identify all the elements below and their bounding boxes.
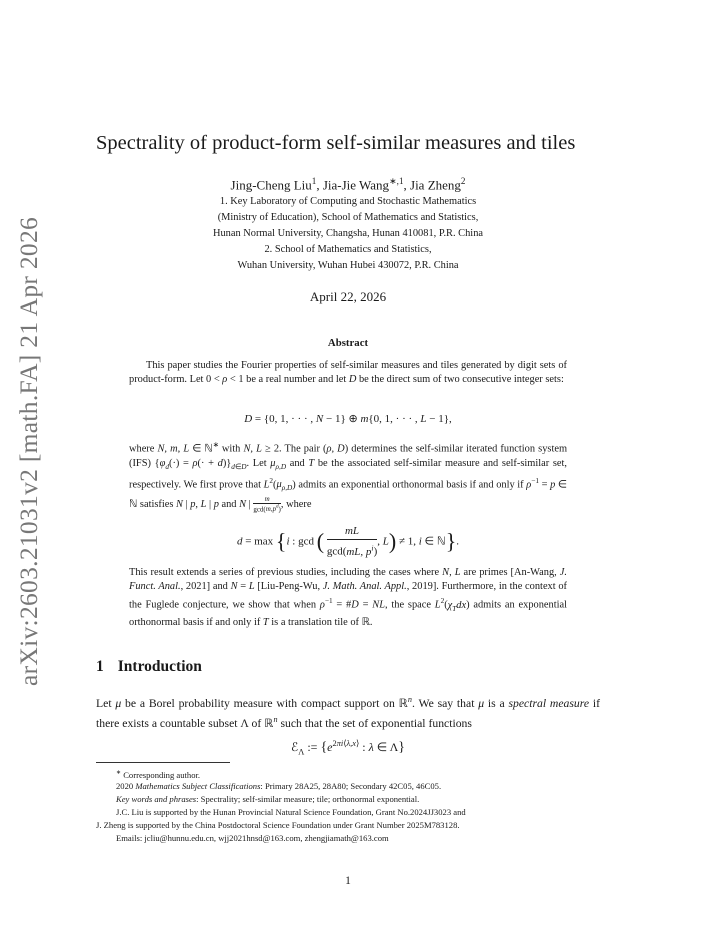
introduction-paragraph: Let μ be a Borel probability measure with compact support on ℝ$^n$. We say that μ is a spectral measure if there exists a countable subset Λ of ℝ$^n$ such that the set of exponential functions [96,695,601,731]
affiliation-line: 2. School of Mathematics and Statistics, [264,244,432,255]
affiliation-line: (Ministry of Education), School of Mathematics and Statistics, [217,212,479,223]
section-heading [96,658,202,676]
abstract-paragraph-2: where N, m, L ∈ ℕ∗ with N, L ≥ 2. The pair (ρ, D) determines the self-similar iterated function system (IFS) $\{\varphi_d(\cdot) = \rho(\cdot + d)\}_{d\in D}$. Let $\mu_{\rho,D}$ and T be the associated self-similar measure and self-similar set, respectively. We first prove that $L^2(\mu_{\rho,D})$ admits an exponential orthonormal basis if and only if $\rho^{-1} = p$ ∈ ℕ satisfies N | p, L | p and N | m $\gcd(m,p^d)$ , where [129,441,568,514]
arxiv-stamp-text: arXiv:2603.21031v2 [math.FA] 21 Apr 2026 [14,216,43,686]
footnote-keywords: Key words and phrases: Spectrality; self-similar measure; tile; orthonormal exponential. [116,794,420,804]
equation-d-definition: d = max {i : gcd ( mL gcd(mL, $p^i$) , L) ≠ 1, i ∈ ℕ}. [237,525,459,558]
footnote-funding-1: J.C. Liu is supported by the Hunan Provincial Natural Science Foundation, Grant No.2024JJ3023 and [116,807,466,817]
footnote-funding-2: J. Zheng is supported by the China Postdoctoral Science Foundation under Grant Number 2025M783128. [96,820,460,830]
footnote-corresponding: ∗ Corresponding author. [116,769,201,780]
affiliation-line: Hunan Normal University, Changsha, Hunan 410081, P.R. China [212,228,484,239]
abstract-paragraph-3: This result extends a series of previous studies, including the cases where N, L are primes [An-Wang, J. Funct. Anal., 2021] and N = L [Liu-Peng-Wu, J. Math. Anal. Appl., 2019]. Furthermore, in the context of the Fuglede conjecture, we show that when $\rho^{-1}$ = #D = NL, the space $L^2(\chi_Tdx)$ admits an exponential orthonormal basis if and only if T is a translation tile of ℝ. [129,567,568,629]
author-list: Jing-Cheng Liu$^1$, Jia-Jie Wang$^{∗,1}$, Jia Zheng$^2$ [230,176,466,193]
abstract-paragraph-1: This paper studies the Fourier properties of self-similar measures and tiles generated by digit sets of product-form. Let 0 < ρ < 1 be a real number and let D be the direct sum of two consecutive integer sets: [129,360,567,386]
paper-title: Spectrality of product-form self-similar measures and tiles [96,132,576,154]
section-number: 1 [96,658,104,675]
equation-exponential-set: ℰ$_\Lambda$ := {$e^{2\pi i⟨\lambda,x⟩}$ : λ ∈ Λ} [290,739,406,757]
footnote-emails: Emails: jcliu@hunnu.edu.cn, wjj2021hnsd@163.com, zhengjiamath@163.com [116,833,389,843]
affiliation-line: 1. Key Laboratory of Computing and Stochastic Mathematics [219,196,477,207]
section-title: Introduction [117,658,202,675]
paper-date: April 22, 2026 [309,289,387,304]
abstract-heading: Abstract [327,337,369,349]
footnote-msc: 2020 Mathematics Subject Classifications: Primary 28A25, 28A80; Secondary 42C05, 46C05. [116,781,442,791]
equation-digit-set: D = {0, 1, · · · , N − 1} ⊕ m{0, 1, · · · , L − 1}, [244,413,452,425]
affiliation-line: Wuhan University, Wuhan Hubei 430072, P.R. China [237,260,459,271]
page-number: 1 [345,875,351,887]
footnote-rule [96,762,230,763]
